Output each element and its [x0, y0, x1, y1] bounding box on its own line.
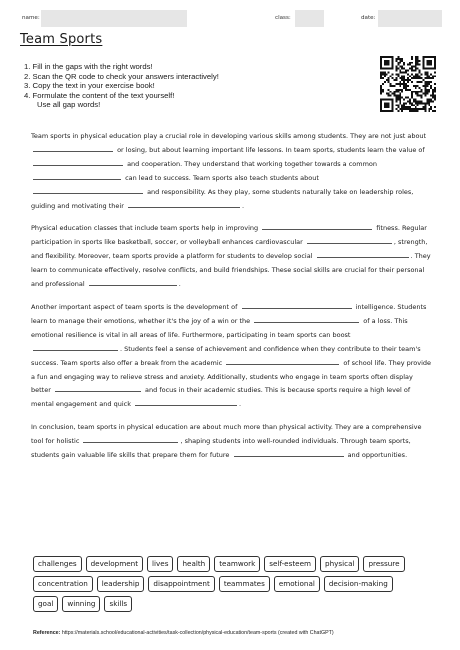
gap-text [31, 130, 433, 463]
word-chip[interactable]: teamwork [214, 556, 260, 572]
text-segment: , strength, and flexibility. Moreover, team sports provide a platform for students to develop social [31, 238, 430, 261]
word-chip[interactable]: development [86, 556, 143, 572]
gap-blank[interactable] [33, 150, 113, 152]
gap-blank[interactable] [128, 206, 240, 208]
word-bank-row [33, 576, 433, 592]
instructions-list [24, 62, 354, 110]
word-chip[interactable]: emotional [274, 576, 320, 592]
word-chip[interactable]: decision-making [324, 576, 393, 592]
reference-text: https://materials.school/educational-activities/task-collection/physical-education/team-sports (created with ChatGPT) [61, 630, 334, 636]
text-segment: Physical education classes that include team sports help in improving [31, 224, 261, 233]
instruction-item: 1. Fill in the gaps with the right words! [24, 62, 153, 71]
text-segment: of school life. They provide a fun and engaging way to relieve stress and anxiety. Additionally, students who engage in team sports often display better [31, 358, 434, 395]
text-segment: In conclusion, team sports in physical education are about much more than physical activity. They are a comprehensive tool for holistic [31, 423, 424, 446]
paragraph [31, 222, 433, 292]
paragraph [31, 130, 433, 213]
text-segment: and opportunities. [345, 451, 408, 460]
date-field[interactable] [378, 10, 442, 27]
text-segment: and responsibility. As they play, some students naturally take on leadership roles, guiding and motivating their [31, 187, 416, 210]
gap-blank[interactable] [55, 390, 141, 392]
word-chip[interactable]: skills [104, 596, 132, 612]
text-segment: Another important aspect of team sports is the development of [31, 302, 240, 311]
word-chip[interactable]: challenges [33, 556, 82, 572]
text-segment: fitness. Regular participation in sports like basketball, soccer, or volleyball enhances cardiovascular [31, 224, 429, 247]
word-chip[interactable]: leadership [97, 576, 145, 592]
gap-blank[interactable] [33, 164, 123, 166]
word-chip[interactable]: pressure [363, 556, 404, 572]
word-chip[interactable]: disappointment [148, 576, 214, 592]
instruction-item: 3. Copy the text in your exercise book! [24, 81, 155, 91]
class-field[interactable] [295, 10, 324, 27]
text-segment: and cooperation. They understand that working together towards a common [125, 159, 380, 168]
word-chip[interactable]: concentration [33, 576, 93, 592]
word-chip[interactable]: physical [320, 556, 359, 572]
text-segment: . They learn to communicate effectively, resolve conflicts, and build friendships. These social skills are crucial for their personal and professional [31, 252, 433, 289]
word-chip[interactable]: lives [147, 556, 173, 572]
gap-blank[interactable] [135, 404, 237, 406]
text-segment: intelligence. Students learn to manage their emotions, whether it's the joy of a win or the [31, 302, 429, 325]
name-label: name: [22, 15, 40, 21]
text-segment: , shaping students into well-rounded individuals. Through team sports, students gain valuable life skills that prepare them for future [31, 437, 413, 460]
gap-blank[interactable] [317, 256, 409, 258]
text-segment: of a loss. This emotional resilience is vital in all areas of life. Furthermore, participating in team sports can boost [31, 316, 410, 339]
gap-blank[interactable] [242, 307, 352, 309]
qr-code-icon[interactable] [380, 56, 436, 112]
paragraph [31, 301, 433, 412]
gap-blank[interactable] [262, 228, 372, 230]
instruction-item: 4. Formulate the content of the text yourself! [24, 90, 175, 100]
gap-blank[interactable] [33, 192, 143, 194]
reference-line [33, 630, 334, 636]
gap-blank[interactable] [83, 441, 178, 443]
word-chip[interactable]: health [177, 556, 210, 572]
class-label: class: [275, 15, 291, 21]
gap-blank[interactable] [89, 284, 177, 286]
text-segment: can lead to success. Team sports also teach students about [123, 173, 321, 182]
paragraph [31, 421, 433, 463]
reference-label: Reference: [33, 630, 61, 636]
name-field[interactable] [41, 10, 187, 27]
text-segment: . [178, 280, 181, 289]
gap-blank[interactable] [33, 178, 121, 180]
gap-blank[interactable] [226, 363, 339, 365]
instruction-item: 2. Scan the QR code to check your answers interactively! [24, 71, 219, 81]
word-bank [33, 556, 433, 616]
qr-modules [380, 56, 436, 112]
word-bank-row [33, 596, 433, 612]
text-segment: and focus in their academic studies. This is because sports require a high level of mental engagement and quick [31, 386, 413, 409]
word-chip[interactable]: self-esteem [264, 556, 316, 572]
word-chip[interactable]: goal [33, 596, 58, 612]
gap-blank[interactable] [33, 349, 118, 351]
word-bank-row [33, 556, 433, 572]
word-chip[interactable]: teammates [219, 576, 270, 592]
page-title: Team Sports [20, 32, 103, 47]
gap-blank[interactable] [234, 455, 344, 457]
text-segment: Team sports in physical education play a crucial role in developing various skills among students. They are not just about [31, 132, 429, 140]
header-bar [22, 10, 442, 27]
text-segment: . [239, 400, 242, 409]
gap-blank[interactable] [254, 321, 359, 323]
word-chip[interactable]: winning [62, 596, 100, 612]
gap-blank[interactable] [307, 242, 392, 244]
date-label: date: [361, 15, 376, 21]
text-segment: . Students feel a sense of achievement and confidence when they contribute to their team's success. Team sports also offer a break from the academic [31, 344, 423, 367]
instruction-item: Use all gap words! [37, 100, 101, 110]
text-segment: or losing, but about learning important life lessons. In team sports, students learn the value of [115, 145, 427, 154]
text-segment: . [241, 201, 245, 210]
